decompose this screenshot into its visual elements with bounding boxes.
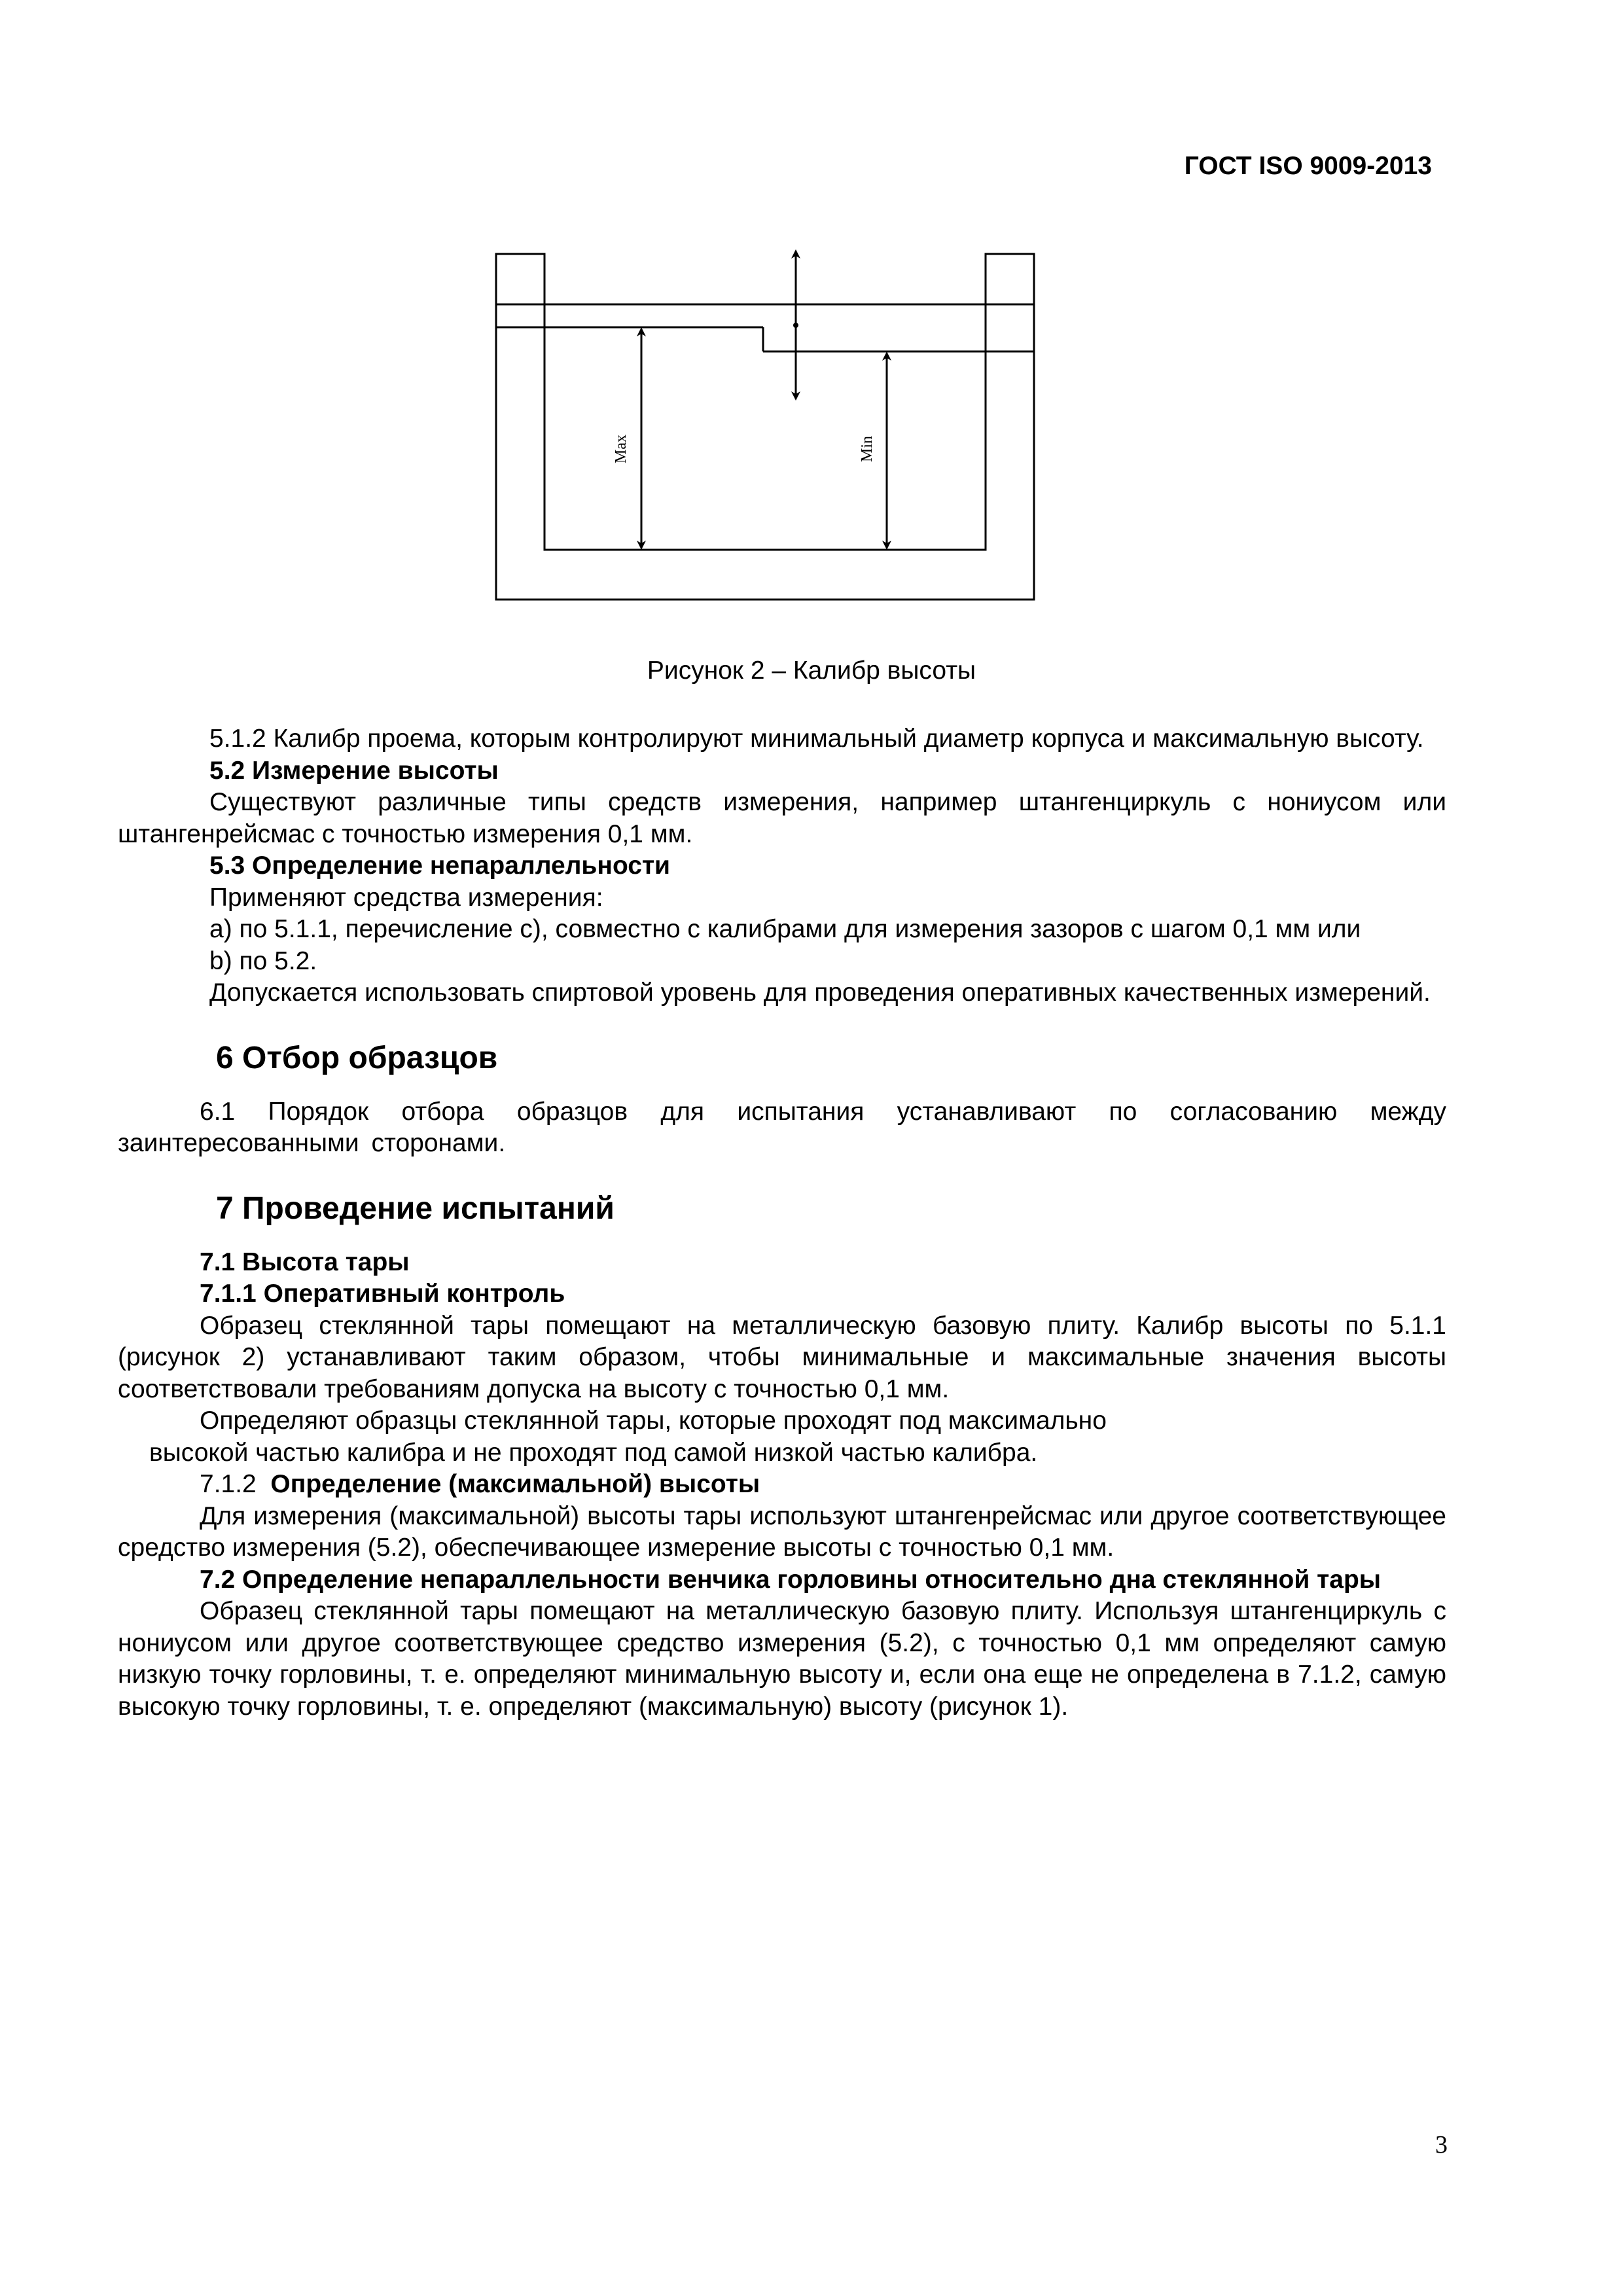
para-7-1-1-a: Образец стеклянной тары помещают на металлическую базовую плиту. Калибр высоты по 5.1.1 (рисунок 2) устанавливают таким образом, чтобы минимальные и максимальные значения высоты соответствовали требованиям допуска на высоту с точностью 0,1 мм. bbox=[118, 1311, 1446, 1403]
para-5-2: Существуют различные типы средств измерения, например штангенциркуль с нониусом или штангенрейсмас с точностью измерения 0,1 мм. bbox=[118, 788, 1446, 848]
max-label: Max bbox=[613, 435, 630, 463]
section-6-title: 6 Отбор образцов bbox=[216, 1040, 498, 1075]
min-label: Min bbox=[859, 435, 876, 463]
para-5-3-item-a: a) по 5.1.1, перечисление c), совместно с калибрами для измерения зазоров с шагом 0,1 мм или bbox=[209, 915, 1361, 943]
para-7-1-2: Для измерения (максимальной) высоты тары используют штангенрейсмас или другое соответствующее средство измерения (5.2), обеспечивающее измерение высоты с точностью 0,1 мм. bbox=[118, 1501, 1446, 1562]
heading-7-1-2-number: 7.1.2 bbox=[200, 1470, 257, 1498]
section-7-title: 7 Проведение испытаний bbox=[216, 1191, 615, 1226]
gauge-outer-frame bbox=[496, 254, 1034, 600]
heading-7-1-2-title: Определение (максимальной) высоты bbox=[270, 1470, 760, 1498]
para-7-1-1-b1: Определяют образцы стеклянной тары, которые проходят под максимально bbox=[200, 1407, 1107, 1435]
heading-7-1-1: 7.1.1 Оперативный контроль bbox=[200, 1280, 565, 1308]
heading-5-2: 5.2 Измерение высоты bbox=[209, 756, 499, 785]
para-5-3-intro: Применяют средства измерения: bbox=[209, 883, 603, 912]
para-5-3-item-b: b) по 5.2. bbox=[209, 946, 317, 975]
figure-caption: Рисунок 2 – Калибр высоты bbox=[647, 656, 976, 685]
para-7-1-1-b2: высокой частью калибра и не проходят под самой низкой частью калибра. bbox=[149, 1438, 1038, 1467]
para-6-1: 6.1 Порядок отбора образцов для испытания устанавливают по согласованию между заинтересованными сторонами. bbox=[118, 1097, 1446, 1157]
height-gauge-diagram bbox=[491, 249, 1054, 609]
adjust-point bbox=[793, 323, 798, 328]
heading-5-3: 5.3 Определение непараллельности bbox=[209, 852, 671, 880]
heading-7-1: 7.1 Высота тары bbox=[200, 1247, 410, 1276]
para-7-2: Образец стеклянной тары помещают на металлическую базовую плиту. Используя штангенциркуль с нониусом или другое соответствующее средство измерения (5.2), с точностью 0,1 мм определяют самую низкую точку горловины, т. е. определяют минимальную высоту и, если она еще не определена в 7.1.2, самую высокую точку горловины, т. е. определяют (максимальную) высоту (рисунок 1). bbox=[118, 1597, 1446, 1721]
document-body bbox=[118, 723, 1446, 1723]
figure-height-gauge bbox=[491, 249, 1054, 609]
heading-7-1-2 bbox=[118, 1469, 1446, 1501]
para-5-1-2: 5.1.2 Калибр проема, которым контролируют минимальный диаметр корпуса и максимальную высоту. bbox=[209, 725, 1424, 753]
heading-7-2: 7.2 Определение непараллельности венчика горловины относительно дна стеклянной тары bbox=[200, 1565, 1382, 1594]
page-number: 3 bbox=[1435, 2131, 1448, 2159]
standard-code: ГОСТ ISO 9009-2013 bbox=[1184, 152, 1432, 180]
para-5-3-note: Допускается использовать спиртовой уровень для проведения оперативных качественных измерений. bbox=[209, 978, 1431, 1007]
